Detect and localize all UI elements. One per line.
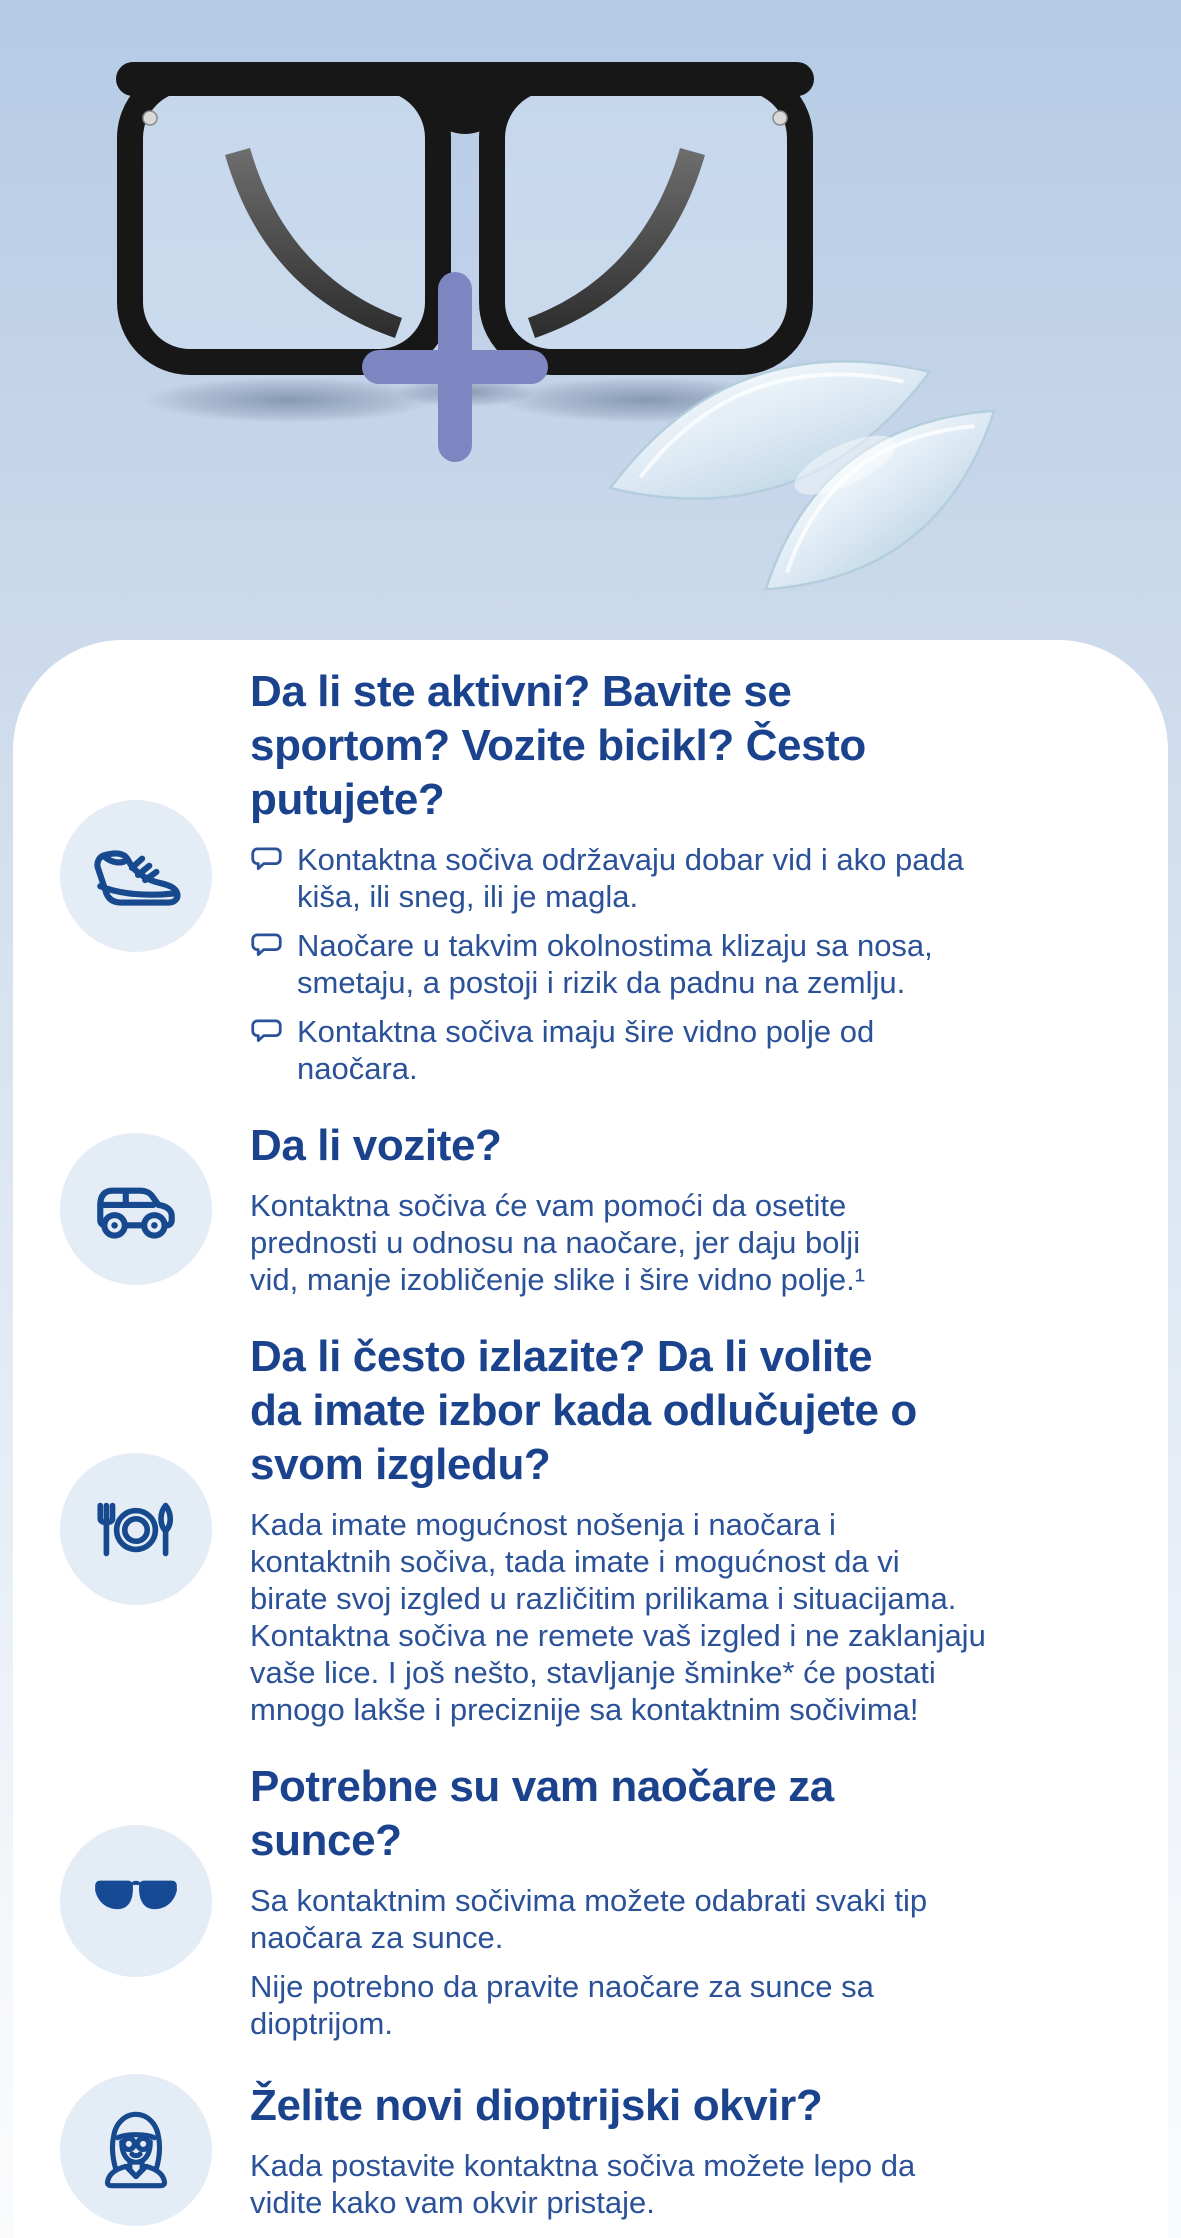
speech-bubble-icon	[250, 846, 283, 872]
section-driving	[60, 1119, 1128, 1298]
heading-line: Da li ste aktivni? Bavite se	[250, 667, 792, 716]
bullet-item	[250, 841, 1128, 915]
heading-line: Želite novi dioptrijski okvir?	[250, 2081, 823, 2130]
heading-line: Da li često izlazite? Da li volite	[250, 1332, 873, 1381]
section-paragraph: Kontaktna sočiva će vam pomoći da osetite prednosti u odnosu na naočare, jer daju bolji vid, manje izobličenje slike i šire vidno polje.¹	[250, 1188, 866, 1297]
heading-line: svom izgledu?	[250, 1440, 551, 1489]
heading-line: Potrebne su vam naočare za	[250, 1762, 834, 1811]
section-paragraph: Sa kontaktnim sočivima možete odabrati svaki tip naočara za sunce.	[250, 1883, 928, 1955]
content-card	[13, 640, 1168, 2238]
hero-illustration	[0, 0, 1181, 645]
bullet-text: Kontaktna sočiva održavaju dobar vid i ako pada kiša, ili sneg, ili je magla.	[297, 842, 964, 914]
bullet-text: Kontaktna sočiva imaju šire vidno polje od naočara.	[297, 1014, 875, 1086]
section-paragraph: Kada postavite kontaktna sočiva možete lepo da vidite kako vam okvir pristaje.	[250, 2148, 916, 2220]
sunglasses-icon	[60, 1825, 212, 1977]
section-paragraph: Kada imate mogućnost nošenja i naočara i kontaktnih sočiva, tada imate i mogućnost da vi birate svoj izgled u različitim prilikama i situacijama. Kontaktna sočiva ne remete vaš izgled i ne zaklanjaju vaše lice. I još nešto, stavljanje šminke* će postati mnogo lakše i preciznije sa kontaktnim sočivima!	[250, 1507, 986, 1727]
bullet-item	[250, 927, 1128, 1001]
bullet-item	[250, 1013, 1128, 1087]
section-sunglasses	[60, 1760, 1128, 2042]
woman-with-glasses-icon	[60, 2074, 212, 2226]
section-heading	[250, 665, 1128, 827]
sneaker-icon	[60, 800, 212, 952]
section-paragraph: Nije potrebno da pravite naočare za sunce sa dioptrijom.	[250, 1969, 874, 2041]
speech-bubble-icon	[250, 932, 283, 958]
restaurant-icon	[60, 1453, 212, 1605]
heading-line: sunce?	[250, 1816, 402, 1865]
speech-bubble-icon	[250, 1018, 283, 1044]
heading-line: Da li vozite?	[250, 1121, 502, 1170]
bullet-list	[250, 841, 1128, 1087]
section-going-out	[60, 1330, 1128, 1728]
car-icon	[60, 1133, 212, 1285]
bullet-text: Naočare u takvim okolnostima klizaju sa nosa, smetaju, a postoji i rizik da padnu na zemlju.	[297, 928, 933, 1000]
heading-line: sportom? Vozite bicikl? Često	[250, 721, 866, 770]
heading-line: da imate izbor kada odlučujete o	[250, 1386, 917, 1435]
section-active	[60, 665, 1128, 1087]
section-heading	[250, 1119, 1128, 1173]
heading-line: putujete?	[250, 775, 445, 824]
section-heading	[250, 1760, 1128, 1868]
section-heading	[250, 2079, 1128, 2133]
section-new-frame	[60, 2074, 1128, 2226]
section-heading	[250, 1330, 1128, 1492]
